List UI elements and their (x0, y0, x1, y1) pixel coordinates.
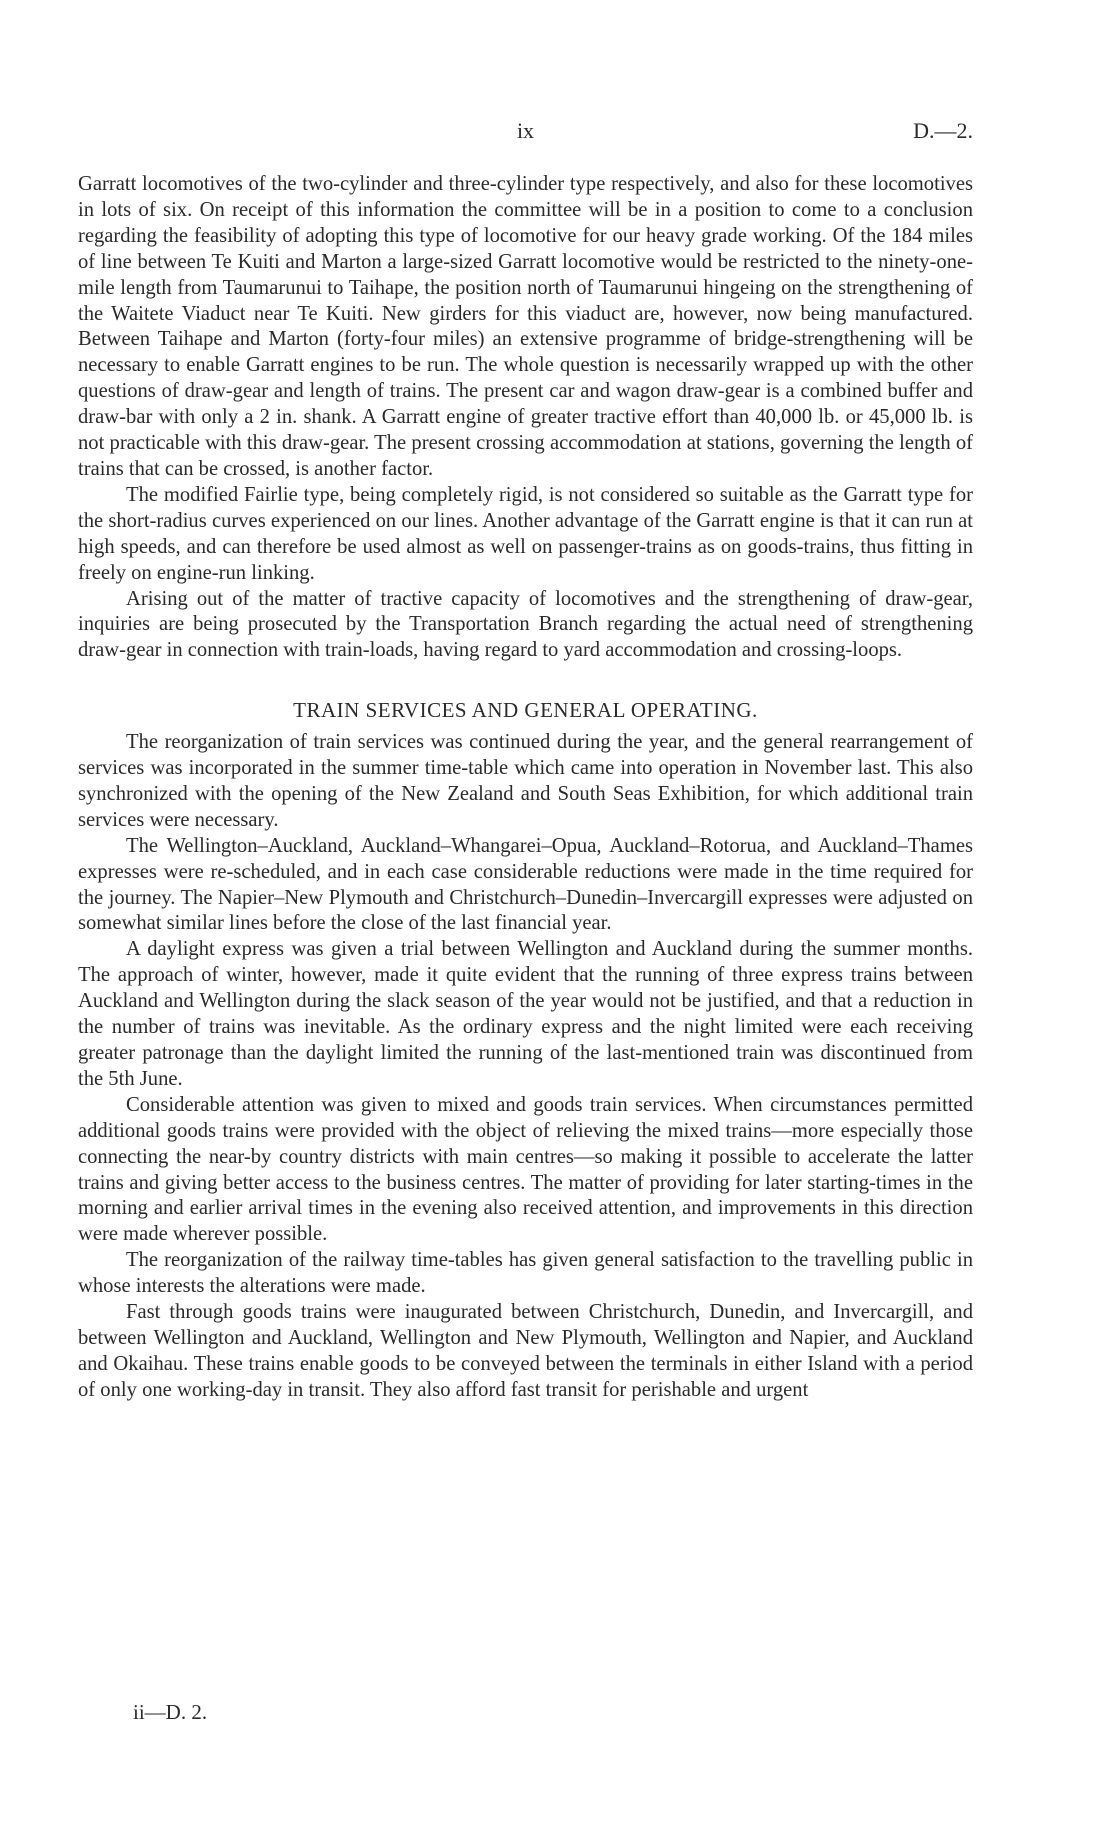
paragraph-draw-gear: Arising out of the matter of tractive capacity of locomotives and the strengthening of draw-gear, inquiries are being prosecuted by the Transportation Branch regarding the actual need of strengthening draw-gear in connection with train-loads, having regard to yard accommodation and crossing-loops. (78, 587, 973, 662)
paragraph-mixed-goods: Considerable attention was given to mixed and goods train services. When circumstances permitted additional goods trains were provided with the object of relieving the mixed trains—more especially those connecting the near-by country districts with main centres—so making it possible to accelerate the latter trains and giving better access to the business centres. The matter of providing for later starting-times in the morning and earlier arrival times in the evening also received attention, and improvements in this direction were made wherever possible. (78, 1093, 973, 1246)
paragraph-garratt-continuation: Garratt locomotives of the two-cylinder and three-cylinder type respectively, and also for these locomotives in lots of six. On receipt of this information the committee will be in a position to come to a conclusion regarding the feasibility of adopting this type of locomotive for our heavy grade working. Of the 184 miles of line between Te Kuiti and Marton a large-sized Garratt locomotive would be restricted to the ninety-one-mile length from Taumarunui to Taihape, the position north of Taumarunui hingeing on the strengthening of the Waitete Viaduct near Te Kuiti. New girders for this viaduct are, however, now being manufactured. Between Taihape and Marton (forty-four miles) an extensive programme of bridge-strengthening will be necessary to enable Garratt engines to be run. The whole question is necessarily wrapped up with the other questions of draw-gear and length of trains. The present car and wagon draw-gear is a combined buffer and draw-bar with only a 2 in. shank. A Garratt engine of greater tractive effort than 40,000 lb. or 45,000 lb. is not practicable with this draw-gear. The present crossing accommodation at stations, governing the length of trains that can be crossed, is another factor. (78, 173, 973, 480)
signature-mark: ii—D. 2. (133, 1700, 208, 1724)
paragraph-fast-goods: Fast through goods trains were inaugurated between Christchurch, Dunedin, and Invercargill, and between Wellington and Auckland, Wellington and New Plymouth, Wellington and Napier, and Auckland and Okaihau. These trains enable goods to be conveyed between the terminals in either Island with a period of only one working-day in transit. They also afford fast transit for perishable and urgent (78, 1301, 973, 1401)
paragraph-daylight-express: A daylight express was given a trial between Wellington and Auckland during the summer months. The approach of winter, however, made it quite evident that the running of three express trains between Auckland and Wellington during the slack season of the year would not be justified, and that a reduction in the number of trains was inevitable. As the ordinary express and the night limited were each receiving greater patronage than the daylight limited the running of the last-mentioned train was discontinued from the 5th June. (78, 938, 973, 1090)
page-header (78, 118, 973, 148)
document-reference: D.—2. (913, 118, 973, 143)
paragraph-satisfaction: The reorganization of the railway time-tables has given general satisfaction to the travelling public in whose interests the alterations were made. (78, 1249, 973, 1298)
section-heading: TRAIN SERVICES AND GENERAL OPERATING. (293, 698, 758, 723)
paragraph-expresses: The Wellington–Auckland, Auckland–Whangarei–Opua, Auckland–Rotorua, and Auckland–Thames expresses were re-scheduled, and in each case considerable reductions were made in the time required for the journey. The Napier–New Plymouth and Christchurch–Dunedin–Invercargill expresses were adjusted on somewhat similar lines before the close of the last financial year. (78, 834, 973, 935)
body-text (78, 172, 973, 1404)
paragraph-fairlie-type: The modified Fairlie type, being completely rigid, is not considered so suitable as the Garratt type for the short-radius curves experienced on our lines. Another advantage of the Garratt engine is that it can run at high speeds, and can therefore be used almost as well on passenger-trains as on goods-trains, thus fitting in freely on engine-run linking. (78, 483, 973, 584)
paragraph-reorganization: The reorganization of train services was continued during the year, and the general rearrangement of services was incorporated in the summer time-table which came into operation in November last. This also synchronized with the opening of the New Zealand and South Seas Exhibition, for which additional train services were necessary. (78, 731, 973, 831)
page-number: ix (516, 118, 535, 143)
